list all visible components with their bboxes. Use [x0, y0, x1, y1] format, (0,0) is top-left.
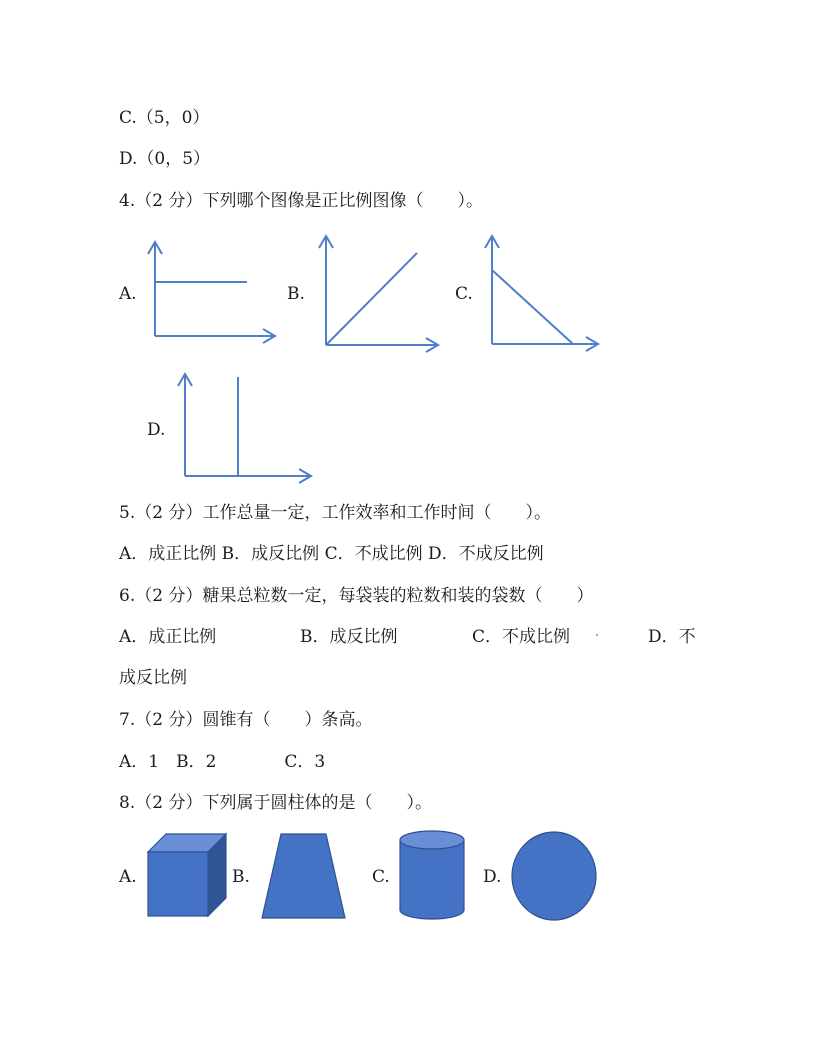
q7-stem: 7.（2 分）圆锥有（ ）条高。 — [119, 710, 373, 730]
q4-option-a-label: A. — [119, 284, 137, 304]
q8-trapezoid-shape — [260, 832, 348, 920]
q6-option-d-continued: 成反比例 — [119, 668, 187, 688]
q4-option-c-label: C. — [455, 284, 473, 304]
q6-option-a: A．成正比例 — [119, 627, 217, 647]
q8-option-b-label: B. — [232, 867, 250, 887]
q3-option-d: D.（0，5） — [119, 149, 211, 169]
stray-dot — [596, 634, 598, 636]
q8-cube-shape — [146, 832, 228, 920]
q4-graph-d — [170, 368, 320, 488]
q8-circle-shape — [509, 830, 599, 922]
q6-option-d: D．不 — [648, 627, 696, 647]
q8-cylinder-shape — [398, 829, 466, 921]
q4-graph-c — [477, 230, 607, 355]
q4-option-b-label: B. — [287, 284, 305, 304]
q8-option-c-label: C. — [372, 867, 390, 887]
q4-option-d-label: D. — [147, 420, 166, 440]
q3-option-c: C.（5，0） — [119, 108, 210, 128]
q4-stem: 4.（2 分）下列哪个图像是正比例图像（ ）。 — [119, 191, 483, 211]
q4-graph-a — [140, 236, 285, 348]
q8-option-a-label: A. — [119, 867, 137, 887]
q5-stem: 5.（2 分）工作总量一定，工作效率和工作时间（ ）。 — [119, 503, 551, 523]
q4-graph-b — [311, 230, 446, 355]
q5-options: A．成正比例 B．成反比例 C．不成比例 D．不成反比例 — [119, 544, 544, 564]
q6-option-b: B．成反比例 — [300, 627, 398, 647]
q6-stem: 6.（2 分）糖果总粒数一定，每袋装的粒数和装的袋数（ ） — [119, 586, 594, 606]
q6-option-c: C．不成比例 — [472, 627, 571, 647]
q8-stem: 8.（2 分）下列属于圆柱体的是（ ）。 — [119, 793, 432, 813]
q8-option-d-label: D. — [483, 867, 502, 887]
q7-options: A．1 B．2 C．3 — [119, 752, 326, 772]
